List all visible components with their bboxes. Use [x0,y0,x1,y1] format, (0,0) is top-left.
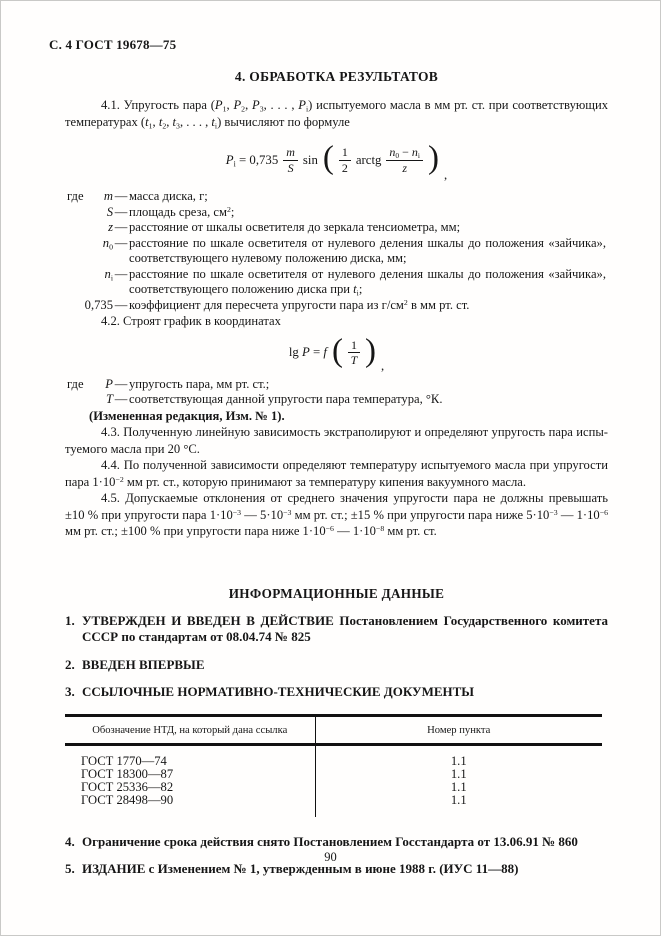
open-paren: ( [322,140,334,177]
info-item-4: 4. Ограничение срока действия снято Постановлением Госстандарта от 13.06.91 № 860 [65,833,578,849]
where-item-n0: $n_0$ — расстояние по шкале осветителя от нулевого деления шкалы до положения «зайчика», соответствующего нулевому положению диска, мм; [102,235,606,265]
table-row: ГОСТ 18300—87 1.1 [65,768,602,781]
paragraph-4-2: 4.2. Строят график в координатах [101,314,281,328]
close-paren: ) [364,332,376,369]
formula2-comma: , [380,358,385,373]
close-paren: ) [428,140,439,177]
open-paren: ( [331,332,343,369]
where-item-s: S — площадь среза, $см^2$; [106,204,235,219]
where-list-formula1 [65,189,608,313]
where-item-ni: $n_i$ — расстояние по шкале осветителя от нулевого деления шкалы до положения «зайчика», соответствующего положению диска при $t_i$; [104,266,606,298]
paragraph-4-3: 4.3. Полученную линейную зависимость экстраполируют и определяют упругость пара испытуемого масла при 20 °С. [65,425,608,456]
formula-vapor-pressure [65,139,608,181]
where-item-coefficient: 0,735 — коэффициент для пересчета упругости пара из $г/см^2$ в мм рт. ст. [84,297,470,312]
column-header-punkt: Номер пункта [315,715,602,744]
where-list-formula2 [65,377,608,408]
column-header-ntd: Обозначение НТД, на который дана ссылка [65,715,315,744]
table-row: ГОСТ 28498—90 1.1 [65,794,602,817]
where-item-p: P — упругость пара, мм рт. ст.; [105,376,270,391]
where-item-t: T — соответствующая данной упругости пара температура, °К. [105,392,443,406]
fraction-one-over-t: $\frac{1}{T}$ [348,338,360,368]
where-item-m: m — масса диска, г; [103,189,208,203]
paragraph-4-4: 4.4. По полученной зависимости определяют температуру испытуемого масла при упругости пара $1\cdot 10^{-2}$ мм рт. ст., которую принимают за температуру кипения вакуумного масла. [65,458,608,489]
formula-lhs: $P_i = 0,735$ [225,152,279,168]
where-intro: где [67,189,84,203]
fraction-n0-minus-ni-over-z: $\frac{n_0 - n_i}{z}$ [386,145,423,175]
paragraph-4-1: 4.1. Упругость пара ($P_1$, $P_2$, $P_3$, . . . , $P_i$) испытуемого масла в мм рт. ст. при соответствующих температурах ($t_1$, $t_2$, $t_3$, . . . , $t_i$) вычисляют по формуле [65,98,609,130]
fraction-one-half: $\frac{1}{2}$ [339,145,351,175]
where-item-z: z — расстояние от шкалы осветителя до зеркала тенсиометра, мм; [108,220,461,234]
info-item-2: 2. ВВЕДЕН ВПЕРВЫЕ [65,656,205,672]
info-item-5: 5. ИЗДАНИЕ с Изменением № 1, утвержденным в июне 1988 г. (ИУС 11—88) [65,861,519,876]
formula-lg-p [65,334,608,372]
info-item-3: 3. ССЫЛОЧНЫЕ НОРМАТИВНО-ТЕХНИЧЕСКИЕ ДОКУМЕНТЫ [65,684,475,699]
section-title: 4. ОБРАБОТКА РЕЗУЛЬТАТОВ [234,69,439,84]
table-header-row [65,715,602,744]
formula2-lhs: lg P = f [288,345,327,359]
where-intro: где [67,376,84,391]
page-number: 90 [324,850,337,864]
sin-operator: sin [302,152,318,167]
formula-comma: , [444,168,448,182]
running-header: С. 4 ГОСТ 19678—75 [49,37,177,52]
reference-documents-table [65,714,602,817]
info-item-1: 1. УТВЕРЖДЕН И ВВЕДЕН В ДЕЙСТВИЕ Постановлением Государственного комитета СССР по стандартам от 08.04.74 № 825 [65,612,608,644]
table-row: ГОСТ 1770—74 1.1 [65,744,602,768]
arctg-operator: arctg [355,152,382,167]
fraction-m-over-s: $\frac{m}{S}$ [283,145,298,175]
page-content [1,1,660,878]
amended-note: (Измененная редакция, Изм. № 1). [89,408,285,423]
paragraph-4-5: 4.5. Допускаемые отклонения от среднего значения упругости пара не должны превышать ±10 % при упругости пара $1\cdot 10^{-3}$ — $5\cdot 10^{-3}$ мм рт. ст.; ±15 % при упругости пара ниже $5\cdot 10^{-3}$ — $1\cdot 10^{-6}$ мм рт. ст.; ±100 % при упругости пара ниже $1\cdot 10^{-6}$ — $1\cdot 10^{-8}$ мм рт. ст. [65,491,608,538]
table-row: ГОСТ 25336—82 1.1 [65,781,602,794]
info-section-title: ИНФОРМАЦИОННЫЕ ДАННЫЕ [228,585,445,601]
